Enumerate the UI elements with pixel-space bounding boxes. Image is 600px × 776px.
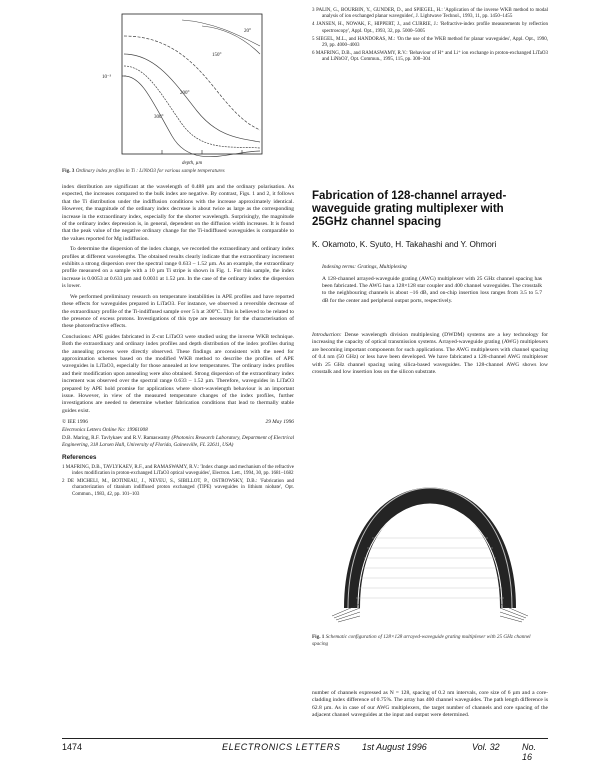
figure-1-caption-label: Fig. 3 bbox=[62, 168, 75, 174]
article-authors: K. Okamoto, K. Syuto, H. Takahashi and Y. Ohmori bbox=[312, 240, 497, 249]
journal-name: ELECTRONICS LETTERS bbox=[222, 742, 341, 752]
affiliation-block bbox=[62, 435, 294, 448]
figure-2-caption-text: Schematic configuration of 128×128 arrayed-waveguide grating multiplexer with 25 GHz channel spacing bbox=[312, 634, 531, 647]
indexing-terms: Indexing terms: Gratings, Multiplexing bbox=[322, 264, 407, 270]
references-heading: References bbox=[62, 454, 97, 462]
issue-number: No. 16 bbox=[522, 742, 537, 762]
copyright-line bbox=[62, 419, 294, 426]
received-date: 29 May 1996 bbox=[265, 419, 294, 426]
figure-1-curve bbox=[124, 36, 260, 130]
reference-item: 3 PALIN, G., BOURBIN, Y., GUNDER, D., and SPIEGEL, H.: 'Application of the inverse WKB method to modal analysis of ion exchanged planar waveguides', J. Lightwave Technol., 1993, 11, pp. 1450–1455 bbox=[312, 8, 548, 20]
reference-item: 2 DE MICHELI, M., BOTINEAU, J., NEVEU, S., SIBILLOT, P., OSTROWSKY, D.B.: 'Fabrication and characterization of titanium indiffused proton exchanged (TIPE) waveguides in lithium niobate', Opt. Commun., 1983, 42, pp. 101–103 bbox=[62, 479, 294, 497]
affiliation-text: (Photonics Research Laboratory, Department of Electrical Engineering, 318 Larsen Hall, University of Florida, Gainesville, FL 32611, USA) bbox=[62, 435, 295, 448]
article-abstract: A 128-channel arrayed-waveguide grating (AWG) multiplexer with 25 GHz channel spacing has been fabricated. The AWG has a 128×128 star coupler and 400 channel waveguides. The crosstalk to the neighbouring channels is about –16 dB, and on-chip insertion loss ranges from 3.5 to 5.7 dB for the center and peripheral output ports, respectively. bbox=[322, 276, 542, 304]
online-number: Electronics Letters Online No: 19961008 bbox=[62, 426, 148, 433]
right-bottom-paragraph bbox=[312, 690, 548, 723]
article-title: Fabrication of 128-channel arrayed-waveguide grating multiplexer with 25GHz channel spacing bbox=[312, 190, 507, 229]
figure-1-caption-text: Ordinary index profiles in Ti : LiNbO3 for various sample temperatures bbox=[75, 168, 225, 174]
left-paragraph-2: To determine the dispersion of the index change, we recorded the extraordinary and ordinary index profiles at different wavelengths. The obtained results clearly indicate that the extraordinary increment exhibits a strong dispersion over the spectral range 0.633 – 1.52 µm. As an example, the extraordinary profile measured on a sample with a 10 µm Ti stripe is shown in Fig. 1. For this sample, the index increase is 0.0053 at 0.633 µm and 0.0031 at 1.52 µm. In the case of the ordinary index the dispersion is lower. bbox=[62, 246, 294, 290]
introduction-text: Dense wavelength division multiplexing (DWDM) systems are a key technology for increasing the capacity of optical transmission systems. Arrayed-waveguide grating (AWG) multiplexers are becoming important components for such applications. The AWG multiplexers with channel spacing of 0.4 nm (50 GHz) or less have been developed. We have fabricated a 128-channel AWG multiplexer with 25 GHz channel spacing using silica-based waveguides. The 128-channel AWG shows low crosstalk and low insertion loss on the silicon substrate. bbox=[312, 332, 548, 376]
figure-1-curve bbox=[124, 54, 260, 142]
affiliation-authors: D.B. Maring, R.F. Tavlykaev and R.V. Ramaswamy bbox=[62, 435, 171, 442]
figure-1-curve-label: 150° bbox=[212, 53, 222, 58]
awg-array-lines bbox=[356, 538, 504, 598]
reference-item: 1 MAFRING, D.B., TAVLYKAEV, R.F., and RAMASWAMY, R.V.: 'Index change and mechanism of the refractive index modification in proton-exchanged LiTaO3 optical waveguides', Electron. Lett., 1994, 30, pp. 1681–1682 bbox=[62, 464, 294, 476]
copyright-text: © IEE 1996 bbox=[62, 419, 88, 426]
figure-1-curve-label: 200° bbox=[180, 91, 190, 96]
reference-item: 5 SIEGEL, M.L., and HANDORAS, M.: 'On the use of the WKB method for planar waveguides', Appl. Opt., 1990, 29, pp. 4000–4003 bbox=[312, 36, 548, 49]
figure-1-caption bbox=[62, 168, 294, 175]
left-column bbox=[62, 0, 294, 500]
figure-1-curve-label: 20° bbox=[244, 29, 251, 34]
footer-rule bbox=[62, 738, 548, 739]
introduction-block bbox=[312, 332, 548, 376]
figure-1-plot bbox=[62, 6, 294, 176]
left-paragraph-3: We performed preliminary research on temperature instabilities in APE profiles and have reported these effects for waveguides prepared in LiTaO3. For instance, we observed a reversible decrease of the extraordinary profile of the Ti-indiffused sample over 5 h at 300°C. This is believed to be related to the presence of excess protons. Investigations of this type are necessary for the characterisation of these photorefractive effects. bbox=[62, 293, 294, 330]
right-column-references bbox=[312, 8, 548, 66]
figure-1-curve bbox=[202, 26, 260, 54]
issue-date: 1st August 1996 bbox=[362, 742, 427, 752]
figure-2 bbox=[312, 378, 548, 678]
figure-2-diagram bbox=[312, 378, 548, 628]
introduction-heading: Introduction: bbox=[312, 332, 342, 338]
left-paragraph-1: index distribution are significant at the wavelength of 0.488 µm and the ordinary polarisation. As expected, the increases compared to the bulk index are negative. By contrast, Figs. 1 and 2, it follows that the Ti distribution under the indiffusion conditions with the increase approximately identical. However, the magnitude of the ordinary index decrease is about twice as large as the corresponding increase in the extraordinary index, especially for the shorter wavelength. Surprisingly, the magnitude of the ordinary index depression is, in general, dependent on the diffusion width increases. It is found that the peak value of the negative ordinary change for the Ti-indiffused waveguides is comparable to the values reported for Mg indiffusion. bbox=[62, 184, 294, 242]
figure-1-curve bbox=[124, 66, 260, 148]
figure-1 bbox=[62, 6, 294, 184]
figure-2-following-text: number of channels expressed as N = 128, spacing of 0.2 nm intervals, core size of 6 µm and a core-cladding index difference of 0.75%. The array has 400 channel waveguides. The path length difference is 62.8 µm. As in case of our AWG multiplexers, the target number of channels and core spacing of the adjacent channel waveguides at the input and output were determined. bbox=[312, 690, 548, 719]
reference-item: 6 MAFRING, D.B., and RAMASWAMY, R.V.: 'Behaviour of H⁺ and Li⁺ ion exchange in proton-exchanged LiTaO3 and LiNbO3', Opt. Commun., 1995, 115, pp. 300–304 bbox=[312, 51, 548, 63]
figure-2-caption bbox=[312, 634, 548, 647]
left-paragraph-conclusions: Conclusions: APE guides fabricated in Z-cut LiTaO3 were studied using the inverse WKB technique. Both the extraordinary and ordinary index profiles and depth distribution of the index profiles during the annealing process were directly observed. These findings are consistent with the need for approximation schemes based on the modified WKB method to describe the profiles of APE waveguides in LiTaO3, especially for those annealed at low temperatures. The ordinary index profiles and their modification upon annealing were also obtained. Strong dispersion of the extraordinary index increment was observed over the spectral range 0.633 – 1.52 µm. Therefore, waveguides in LiTaO3 prepared by APE hold promise for applications where short-wavelength behaviour is an important issue. However, in view of the measured temperature changes of the index profiles, further investigations are needed to determine whether fabrication conditions that lead to thermally stable guides exist. bbox=[62, 333, 294, 414]
reference-item: 4 JANSEN, H., NOWAK, F., HIPPERT, J., and CURRIE, J.: 'Refractive-index profile measurements by reflection spectroscopy', Appl. Opt., 1993, 32, pp. 5000–5005 bbox=[312, 22, 548, 34]
figure-1-x-axis-label: depth, µm bbox=[182, 161, 203, 166]
figure-2-caption-label: Fig. 1 bbox=[312, 634, 325, 640]
page-number: 1474 bbox=[62, 742, 83, 752]
volume-number: Vol. 32 bbox=[472, 742, 500, 752]
figure-1-curve-label: 300° bbox=[154, 115, 164, 120]
figure-1-y-tick-label: 10⁻³ bbox=[102, 75, 112, 80]
